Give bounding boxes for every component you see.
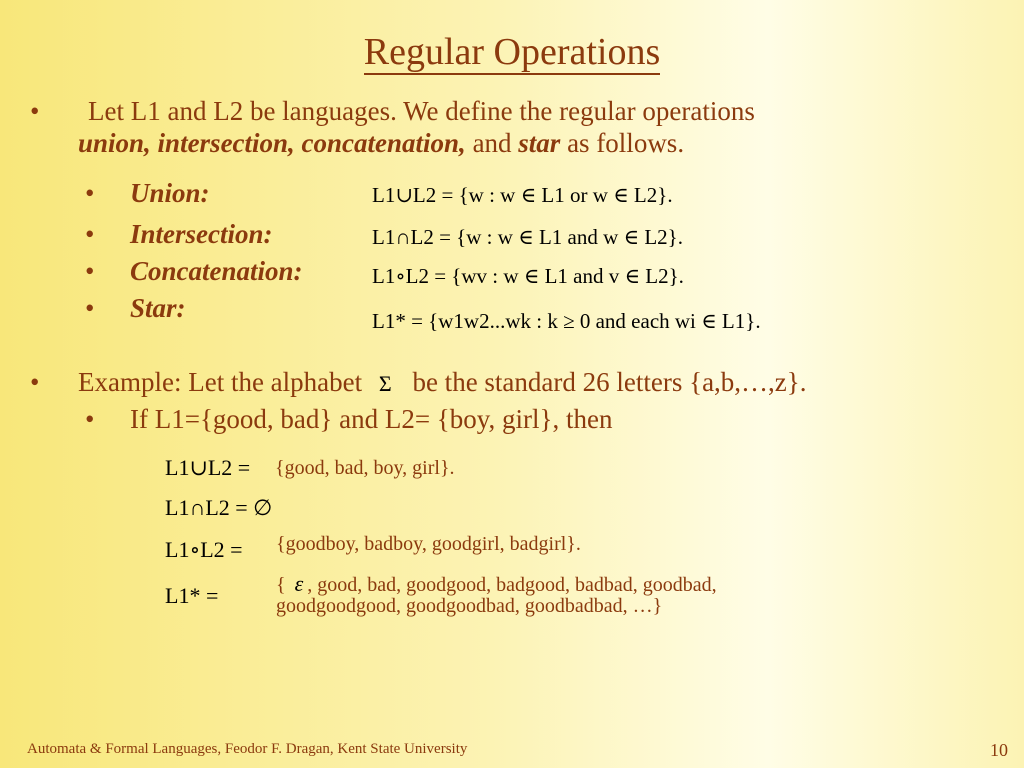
def-label-intersection: Intersection:	[130, 219, 273, 249]
example-text-2: be the standard 26 letters {a,b,…,z}.	[412, 367, 807, 397]
def-formula-concatenation: L1∘L2 = {wv : w ∈ L1 and v ∈ L2}.	[372, 264, 684, 288]
result-concatenation-lhs: L1∘L2 =	[165, 537, 243, 562]
star-rhs-text: , good, bad, goodgood, badgood, badbad, goodbad,	[307, 574, 717, 596]
slide-title: Regular Operations	[363, 31, 661, 73]
result-star-rhs-line1	[276, 571, 717, 597]
brace-open: {	[276, 574, 286, 596]
bullet-icon: •	[85, 293, 95, 323]
def-label-star: Star:	[130, 293, 186, 323]
bullet-icon: •	[30, 367, 40, 397]
def-label-concatenation: Concatenation:	[130, 256, 303, 286]
bullet-icon: •	[85, 256, 95, 286]
star-word: star	[518, 128, 561, 158]
def-label-union: Union:	[130, 178, 210, 208]
bullet-icon: •	[85, 404, 95, 434]
as-follows: as follows.	[567, 128, 685, 158]
epsilon-symbol: ε	[294, 571, 304, 596]
bullet-icon: •	[85, 178, 95, 208]
footer-text: Automata & Formal Languages, Feodor F. Dragan, Kent State University	[27, 741, 468, 757]
page-number: 10	[990, 740, 1008, 760]
bullet-icon: •	[85, 219, 95, 249]
result-star-lhs: L1* =	[165, 583, 219, 608]
sigma-symbol: Σ	[378, 371, 392, 396]
def-formula-intersection: L1∩L2 = {w : w ∈ L1 and w ∈ L2}.	[372, 225, 683, 249]
intro-line-1: Let L1 and L2 be languages. We define the regular operations	[88, 96, 755, 126]
example-text: Example: Let the alphabet	[78, 367, 363, 397]
bullet-icon: •	[30, 96, 40, 126]
def-formula-union: L1∪L2 = {w : w ∈ L1 or w ∈ L2}.	[372, 183, 673, 207]
and-word: and	[472, 128, 512, 158]
example-line	[78, 367, 807, 398]
result-union-rhs: {good, bad, boy, girl}.	[275, 457, 455, 479]
result-union-lhs: L1∪L2 =	[165, 455, 251, 480]
example-sub-line: If L1={good, bad} and L2= {boy, girl}, then	[130, 404, 613, 434]
def-formula-star: L1* = {w1w2...wk : k ≥ 0 and each wi ∈ L1}.	[372, 309, 761, 333]
ops-names: union, intersection, concatenation,	[78, 128, 466, 158]
result-star-rhs-line2: goodgoodgood, goodgoodbad, goodbadbad, …}	[276, 595, 663, 617]
result-concatenation-rhs: {goodboy, badboy, goodgirl, badgirl}.	[276, 533, 581, 555]
intro-line-2	[78, 128, 684, 159]
result-intersection: L1∩L2 = ∅	[165, 495, 273, 520]
